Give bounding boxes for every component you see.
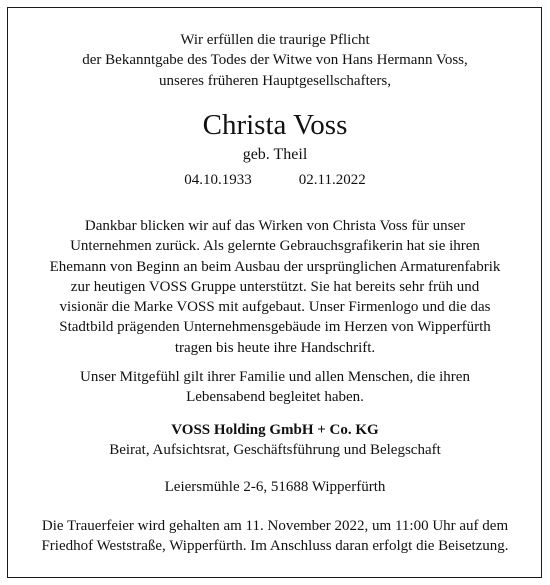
death-date: 02.11.2022 (298, 172, 366, 188)
tribute-line: Dankbar blicken wir auf das Wirken von Christa Voss für unser (84, 218, 466, 234)
tribute-text (0, 216, 550, 358)
company-address: Leiersmühle 2-6, 51688 Wipperfürth (164, 479, 386, 495)
tribute-line: Unternehmen zurück. Als gelernte Gebrauchsgrafikerin hat sie ihren (70, 238, 480, 255)
intro-line: der Bekanntgabe des Todes der Witwe von Hans Hermann Voss, (82, 52, 468, 69)
sympathy-line: Lebensabend begleitet haben. (186, 389, 364, 406)
tribute-line: Stadtbild prägenden Unternehmensgebäude im Herzen von Wipperfürth (59, 319, 491, 336)
company-boards: Beirat, Aufsichtsrat, Geschäftsführung und Belegschaft (109, 442, 441, 458)
birth-date: 04.10.1933 (184, 172, 252, 188)
intro-text (0, 30, 550, 91)
tribute-line: Ehemann von Beginn an beim Ausbau der ursprünglichen Armaturenfabrik (49, 258, 501, 275)
funeral-line: Friedhof Weststraße, Wipperfürth. Im Anschluss daran erfolgt die Beisetzung. (41, 538, 509, 555)
sympathy-line: Unser Mitgefühl gilt ihrer Familie und allen Menschen, die ihren (80, 369, 470, 385)
life-dates (0, 170, 550, 190)
tribute-line: zur heutigen VOSS Gruppe unterstützt. Sie hat bereits sehr früh und (70, 278, 480, 295)
funeral-info (0, 516, 550, 557)
sympathy-text (0, 367, 550, 408)
tribute-line: tragen bis heute ihre Handschrift. (174, 339, 376, 356)
deceased-name: Christa Voss (202, 109, 348, 141)
intro-line: unseres früheren Hauptgesellschafters, (159, 72, 391, 89)
tribute-line: visionär die Marke VOSS mit aufgebaut. Unser Firmenlogo und die das (59, 299, 491, 316)
intro-line: Wir erfüllen die traurige Pflicht (180, 32, 370, 48)
maiden-name: geb. Theil (242, 146, 308, 163)
funeral-line: Die Trauerfeier wird gehalten am 11. November 2022, um 11:00 Uhr auf dem (41, 518, 509, 534)
company-name: VOSS Holding GmbH + Co. KG (171, 422, 379, 438)
